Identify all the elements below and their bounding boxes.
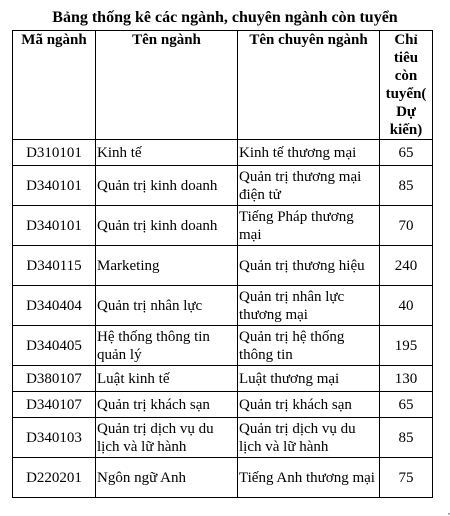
cell-code: D340404 — [13, 286, 96, 326]
table-row — [13, 286, 433, 326]
cell-specialization: Quản trị nhân lực thương mại — [238, 286, 380, 326]
cell-specialization: Quản trị thương mại điện tử — [238, 166, 380, 206]
table-header-row — [13, 31, 433, 140]
cell-quota: 195 — [380, 326, 433, 366]
cell-quota: 240 — [380, 246, 433, 286]
cell-code: D220201 — [13, 458, 96, 498]
cell-major: Quản trị nhân lực — [96, 286, 238, 326]
cell-specialization: Quản trị dịch vụ du lịch và lữ hành — [238, 418, 380, 458]
cell-major: Quản trị kinh doanh — [96, 206, 238, 246]
cell-quota: 85 — [380, 418, 433, 458]
cell-major: Luật kinh tế — [96, 366, 238, 392]
cell-code: D340115 — [13, 246, 96, 286]
table-title: Bảng thống kê các ngành, chuyên ngành còn tuyển — [52, 9, 398, 26]
header-major: Tên ngành — [96, 31, 238, 140]
cell-specialization: Tiếng Anh thương mại — [238, 458, 380, 498]
cell-quota: 40 — [380, 286, 433, 326]
cell-major: Marketing — [96, 246, 238, 286]
cell-major: Ngôn ngữ Anh — [96, 458, 238, 498]
header-code: Mã ngành — [13, 31, 96, 140]
cell-specialization: Luật thương mại — [238, 366, 380, 392]
table-row — [13, 326, 433, 366]
table-row — [13, 246, 433, 286]
table-row — [13, 458, 433, 498]
cell-quota: 65 — [380, 392, 433, 418]
cell-major: Quản trị dịch vụ du lịch và lữ hành — [96, 418, 238, 458]
cell-specialization: Quản trị thương hiệu — [238, 246, 380, 286]
table-row — [13, 392, 433, 418]
table-body — [13, 140, 433, 498]
cell-major: Kinh tế — [96, 140, 238, 166]
cell-specialization: Tiếng Pháp thương mại — [238, 206, 380, 246]
cell-specialization: Quản trị hệ thống thông tin — [238, 326, 380, 366]
header-quota: Chỉ tiêu còn tuyển(Dự kiến) — [380, 31, 433, 140]
cell-code: D340103 — [13, 418, 96, 458]
table-row — [13, 418, 433, 458]
cell-code: D340101 — [13, 166, 96, 206]
cell-code: D310101 — [13, 140, 96, 166]
cell-major: Quản trị khách sạn — [96, 392, 238, 418]
cell-code: D340101 — [13, 206, 96, 246]
cell-specialization: Kinh tế thương mại — [238, 140, 380, 166]
majors-table — [12, 30, 433, 498]
cell-quota: 70 — [380, 206, 433, 246]
cell-code: D340107 — [13, 392, 96, 418]
table-row — [13, 206, 433, 246]
cell-quota: 75 — [380, 458, 433, 498]
footer-mark: , — [448, 507, 450, 516]
table-row — [13, 366, 433, 392]
cell-code: D340405 — [13, 326, 96, 366]
cell-quota: 85 — [380, 166, 433, 206]
cell-major: Hệ thống thông tin quản lý — [96, 326, 238, 366]
header-specialization: Tên chuyên ngành — [238, 31, 380, 140]
cell-quota: 130 — [380, 366, 433, 392]
cell-specialization: Quản trị khách sạn — [238, 392, 380, 418]
cell-major: Quản trị kinh doanh — [96, 166, 238, 206]
cell-quota: 65 — [380, 140, 433, 166]
table-row — [13, 140, 433, 166]
table-row — [13, 166, 433, 206]
cell-code: D380107 — [13, 366, 96, 392]
